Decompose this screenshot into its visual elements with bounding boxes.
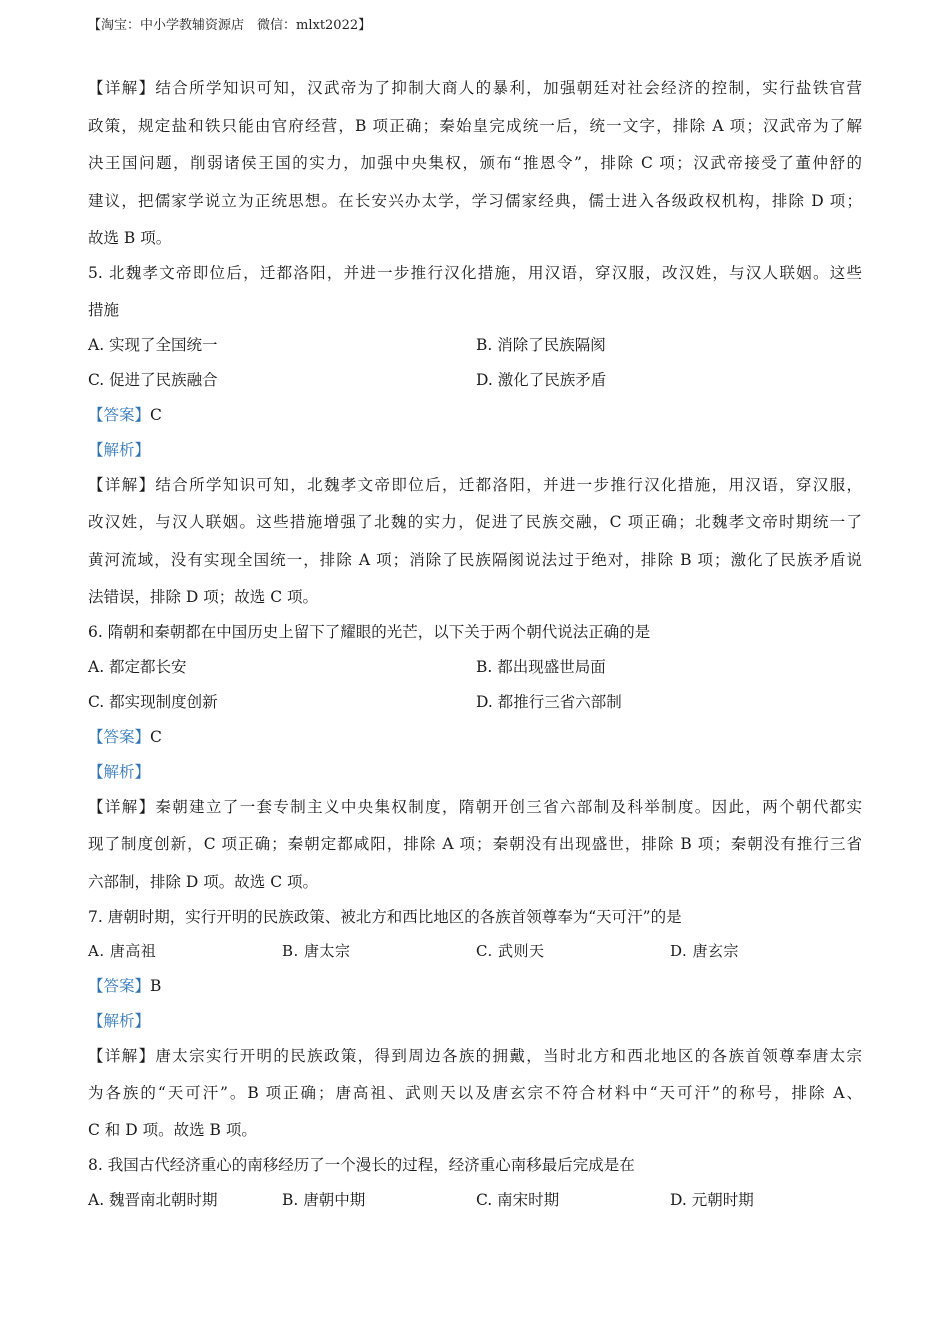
q8-option-a: A. 魏晋南北朝时期: [88, 1191, 218, 1209]
q6-option-c: C. 都实现制度创新: [88, 693, 218, 711]
answer-value: C: [150, 406, 162, 424]
q7-explain-line: 【详解】唐太宗实行开明的民族政策，得到周边各族的拥戴，当时北方和西北地区的各族首领尊奉唐太宗: [88, 1047, 862, 1065]
q6-explain-line: 现了制度创新，C 项正确；秦朝定都咸阳，排除 A 项；秦朝没有出现盛世，排除 B 项；秦朝没有推行三省: [88, 835, 862, 853]
q6-answer: [88, 725, 862, 747]
q6-option-b: B. 都出现盛世局面: [476, 658, 606, 676]
q7-answer: [88, 974, 862, 996]
answer-value: B: [150, 977, 162, 995]
q5-stem: 措施: [88, 301, 120, 319]
answer-tag: 【答案】: [88, 977, 151, 995]
q7-option-a: A. 唐高祖: [88, 942, 157, 960]
q7-stem: 7. 唐朝时期，实行开明的民族政策、被北方和西比地区的各族首领尊奉为“天可汗”的是: [88, 908, 682, 926]
q7-option-c: C. 武则天: [476, 942, 545, 960]
page-header: 【淘宝：中小学教辅资源店 微信：mlxt2022】: [88, 18, 372, 33]
q8-stem: 8. 我国古代经济重心的南移经历了一个漫长的过程，经济重心南移最后完成是在: [88, 1156, 635, 1174]
q7-analysis-tag: 【解析】: [88, 1012, 151, 1030]
q7-option-b: B. 唐太宗: [282, 942, 351, 960]
q7-explain-line: C 和 D 项。故选 B 项。: [88, 1121, 257, 1139]
q6-explain-line: 【详解】秦朝建立了一套专制主义中央集权制度，隋朝开创三省六部制及科举制度。因此，两个朝代都实: [88, 798, 862, 816]
q4-explain-line: 故选 B 项。: [88, 229, 172, 247]
q5-option-c: C. 促进了民族融合: [88, 371, 218, 389]
q7-option-d: D. 唐玄宗: [670, 942, 740, 960]
q5-option-a: A. 实现了全国统一: [88, 336, 218, 354]
answer-tag: 【答案】: [88, 406, 151, 424]
q5-analysis-tag: 【解析】: [88, 441, 151, 459]
q8-option-c: C. 南宋时期: [476, 1191, 560, 1209]
q6-option-a: A. 都定都长安: [88, 658, 187, 676]
q6-analysis-tag: 【解析】: [88, 763, 151, 781]
q5-explain-line: 改汉姓，与汉人联姻。这些措施增强了北魏的实力，促进了民族交融，C 项正确；北魏孝文帝时期统一了: [88, 513, 862, 531]
q6-option-d: D. 都推行三省六部制: [476, 693, 622, 711]
q4-explain-line: 【详解】结合所学知识可知，汉武帝为了抑制大商人的暴利，加强朝廷对社会经济的控制，实行盐铁官营: [88, 79, 862, 97]
q6-explain-line: 六部制，排除 D 项。故选 C 项。: [88, 873, 318, 891]
q5-option-b: B. 消除了民族隔阂: [476, 336, 606, 354]
q4-explain-line: 政策，规定盐和铁只能由官府经营，B 项正确；秦始皇完成统一后，统一文字，排除 A 项；汉武帝为了解: [88, 117, 862, 135]
q5-answer: [88, 403, 862, 425]
q5-explain-line: 黄河流域，没有实现全国统一，排除 A 项；消除了民族隔阂说法过于绝对，排除 B 项；激化了民族矛盾说: [88, 551, 862, 569]
q7-explain-line: 为各族的“天可汗”。B 项正确；唐高祖、武则天以及唐玄宗不符合材料中“天可汗”的称号，排除 A、: [88, 1084, 862, 1102]
q5-explain-line: 法错误，排除 D 项；故选 C 项。: [88, 588, 318, 606]
q4-explain-line: 决王国问题，削弱诸侯王国的实力，加强中央集权，颁布“推恩令”，排除 C 项；汉武帝接受了董仲舒的: [88, 154, 862, 172]
q6-stem: 6. 隋朝和秦朝都在中国历史上留下了耀眼的光芒，以下关于两个朝代说法正确的是: [88, 623, 651, 641]
answer-tag: 【答案】: [88, 728, 151, 746]
q8-option-b: B. 唐朝中期: [282, 1191, 366, 1209]
answer-value: C: [150, 728, 162, 746]
q4-explain-line: 建议，把儒家学说立为正统思想。在长安兴办太学，学习儒家经典，儒士进入各级政权机构，排除 D 项；: [88, 192, 862, 210]
q5-option-d: D. 激化了民族矛盾: [476, 371, 607, 389]
q5-stem: 5. 北魏孝文帝即位后，迁都洛阳，并进一步推行汉化措施，用汉语，穿汉服，改汉姓，与汉人联姻。这些: [88, 264, 862, 282]
q8-option-d: D. 元朝时期: [670, 1191, 754, 1209]
q5-explain-line: 【详解】结合所学知识可知，北魏孝文帝即位后，迁都洛阳，并进一步推行汉化措施，用汉语，穿汉服，: [88, 476, 862, 494]
